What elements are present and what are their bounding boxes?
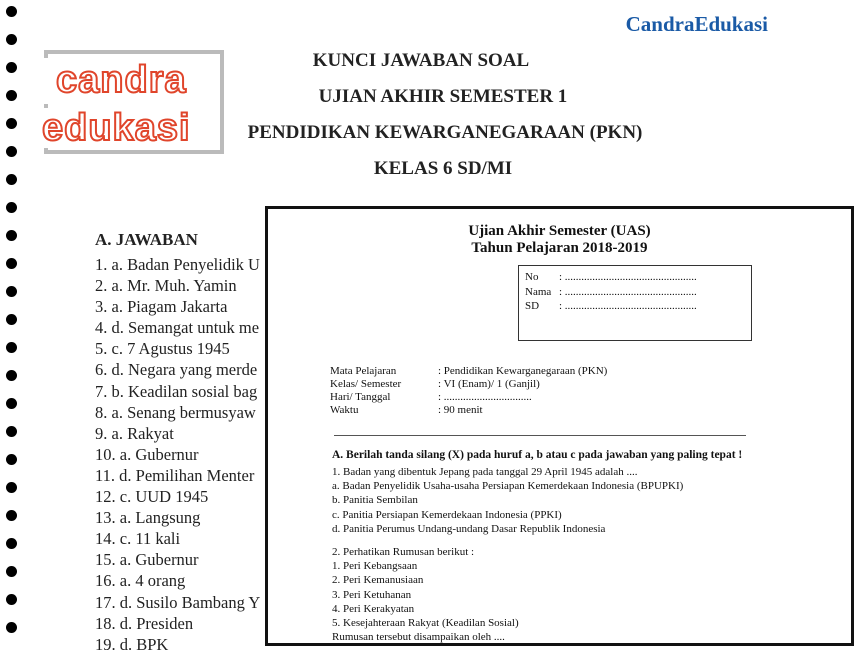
answer-item: 3. a. Piagam Jakarta: [95, 297, 228, 317]
header-line-3: PENDIDIKAN KEWARGANEGARAAN (PKN): [247, 122, 643, 143]
answers-title: A. JAWABAN: [95, 230, 198, 249]
exam-year: Tahun Pelajaran 2018-2019: [471, 240, 648, 256]
meta-date: Hari/ Tanggal : ................................: [330, 391, 532, 403]
binder-hole: [6, 566, 17, 577]
meta-time: Waktu : 90 menit: [330, 404, 483, 416]
student-id-box: [518, 265, 752, 341]
answer-item: 6. d. Negara yang merde: [95, 360, 258, 380]
binder-hole: [6, 398, 17, 409]
id-row-no: No : ................................................: [525, 271, 697, 283]
answer-item: 4. d. Semangat untuk me: [95, 318, 260, 338]
answer-item: 1. a. Badan Penyelidik U: [95, 255, 260, 274]
instruction: A. Berilah tanda silang (X) pada huruf a, b atau c pada jawaban yang paling tepat !: [332, 449, 743, 461]
binder-hole: [6, 258, 17, 269]
id-row-sd: SD : ................................................: [525, 300, 697, 312]
exam-title: Ujian Akhir Semester (UAS): [468, 223, 651, 239]
binder-hole: [6, 482, 17, 493]
svg-text:candra: candra: [56, 59, 187, 101]
answer-item: 17. d. Susilo Bambang Y: [95, 592, 261, 612]
binder-hole: [6, 510, 17, 521]
binder-hole: [6, 538, 17, 549]
binder-hole: [6, 454, 17, 465]
answer-item: 19. d. BPK: [95, 634, 169, 654]
header-line-4: KELAS 6 SD/MI: [373, 158, 513, 179]
answer-item: 11. d. Pemilihan Menter: [95, 465, 255, 485]
question-2: 2. Perhatikan Rumusan berikut : 1. Peri Kebangsaan 2. Peri Kemanusiaan 3. Peri Ketuhanan 4. Peri Kerakyatan 5. Kesejahteraan Rakyat (Keadilan Sosial) Rumusan tersebut disampaikan oleh ....: [332, 546, 519, 644]
answer-item: 15. a. Gubernur: [95, 550, 199, 570]
answer-item: 2. a. Mr. Muh. Yamin: [95, 276, 237, 296]
answer-item: 9. a. Rakyat: [95, 423, 174, 443]
meta-subject: Mata Pelajaran : Pendidikan Kewarganegaraan (PKN): [330, 365, 608, 377]
header-line-1: KUNCI JAWABAN SOAL: [312, 50, 530, 71]
answer-item: 5. c. 7 Agustus 1945: [95, 339, 230, 359]
answer-item: 7. b. Keadilan sosial bag: [95, 381, 258, 401]
answer-item: 18. d. Presiden: [95, 613, 194, 633]
binder-hole: [6, 622, 17, 633]
binder-hole: [6, 230, 17, 241]
binder-hole: [6, 594, 17, 605]
exam-meta: [330, 365, 607, 417]
binder-hole: [6, 6, 17, 17]
answer-item: 8. a. Senang bermusyaw: [95, 402, 256, 422]
binder-hole: [6, 370, 17, 381]
answer-item: 13. a. Langsung: [95, 508, 201, 528]
answer-item: 12. c. UUD 1945: [95, 487, 209, 507]
binder-hole: [6, 426, 17, 437]
exam-sheet: [265, 206, 854, 646]
answer-item: 14. c. 11 kali: [95, 529, 181, 549]
answer-key: [95, 230, 260, 655]
binder-hole: [6, 286, 17, 297]
binder-hole: [6, 202, 17, 213]
meta-class: Kelas/ Semester : VI (Enam)/ 1 (Ganjil): [330, 378, 540, 390]
divider: [334, 435, 746, 436]
question-1: 1. Badan yang dibentuk Jepang pada tanggal 29 April 1945 adalah .... a. Badan Penyelidik Usaha-usaha Persiapan Kemerdekaan Indonesia (BPUPKI) b. Panitia Sembilan c. Panitia Persiapan Kemerdekaan Indonesia (PPKI) d. Panitia Perumus Undang-undang Dasar Republik Indonesia: [332, 466, 684, 535]
binder-hole: [6, 314, 17, 325]
brand-title: CandraEdukasi: [625, 12, 768, 36]
id-row-nama: Nama : ................................................: [525, 285, 697, 298]
binder-hole: [6, 34, 17, 45]
answer-item: 16. a. 4 orang: [95, 571, 186, 591]
binder-hole: [6, 342, 17, 353]
binder-hole: [6, 146, 17, 157]
svg-text:edukasi: edukasi: [42, 107, 191, 149]
header-line-2: UJIAN AKHIR SEMESTER 1: [318, 86, 568, 107]
answer-item: 10. a. Gubernur: [95, 444, 199, 464]
